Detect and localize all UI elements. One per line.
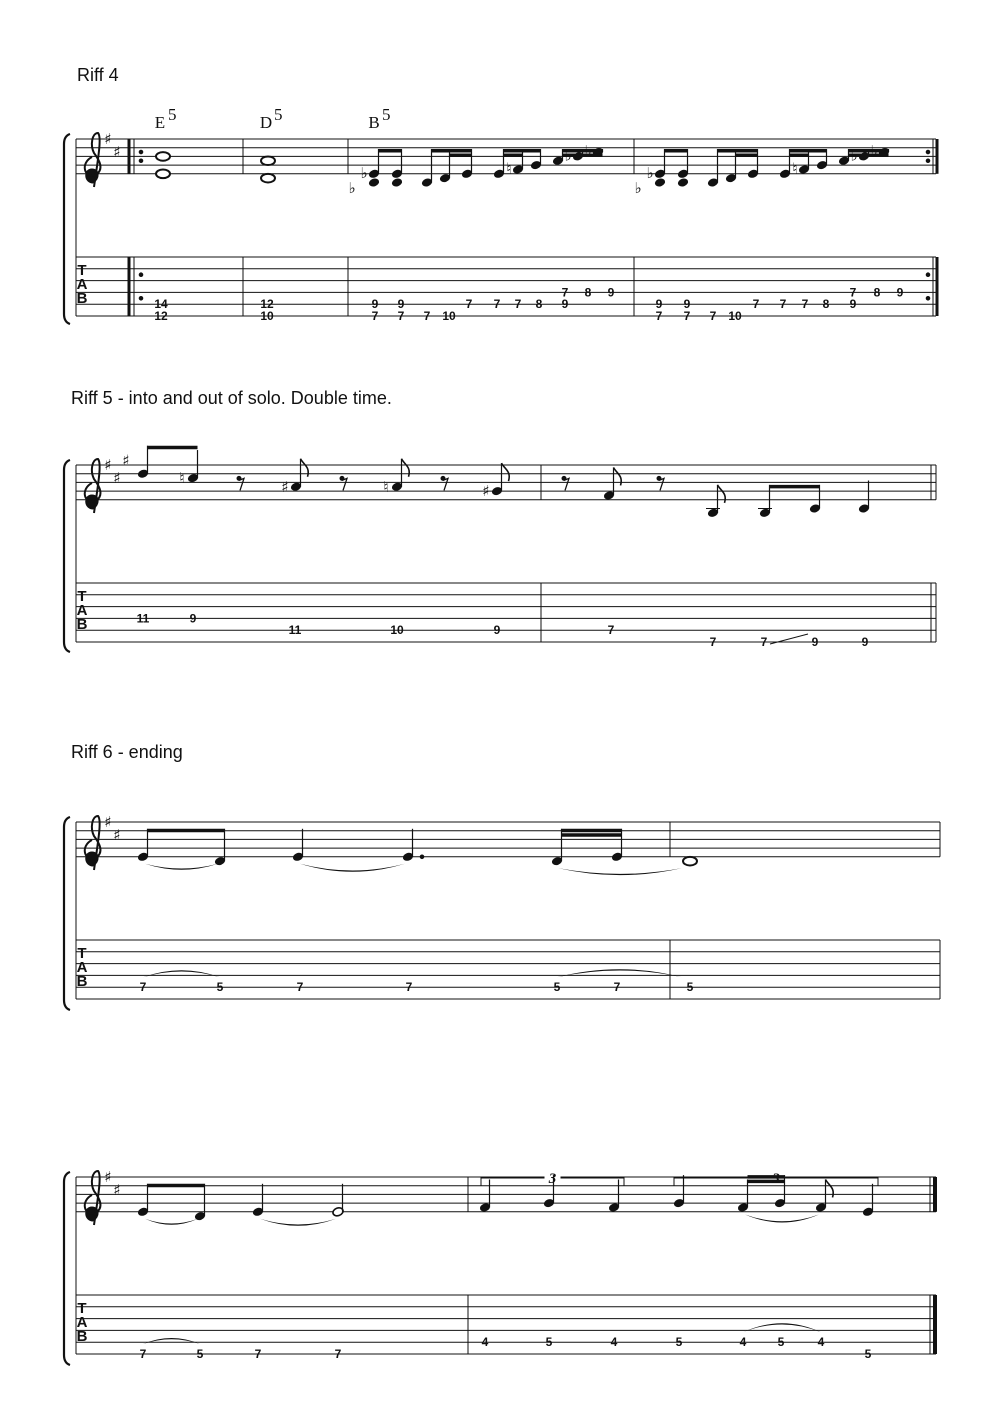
chord-superscript: 5 xyxy=(274,105,283,124)
tab-clef-letter: B xyxy=(76,290,88,307)
tab-fret-number: 7 xyxy=(709,635,717,649)
tab-clef-letter: T xyxy=(77,945,87,962)
tuplet-number: 3 xyxy=(772,1171,780,1187)
tie xyxy=(745,1214,819,1222)
note-beam xyxy=(450,154,472,158)
tab-fret-number: 7 xyxy=(760,635,768,649)
augmentation-dot xyxy=(420,855,424,859)
tab-fret-number: 7 xyxy=(561,285,569,300)
note-beam xyxy=(790,154,809,158)
repeat-dot xyxy=(139,159,143,163)
final-barline xyxy=(933,1295,937,1354)
eighth-rest xyxy=(564,478,569,490)
tab-fret-number: 7 xyxy=(779,297,787,312)
tab-fret-number: 4 xyxy=(610,1335,618,1350)
whole-note xyxy=(261,174,275,183)
flat-icon: ♭ xyxy=(870,142,878,161)
tab-fret-number: 7 xyxy=(607,623,615,638)
tab-fret-number: 5 xyxy=(553,980,561,995)
tab-fret-number: 9 xyxy=(189,611,197,626)
key-signature-sharp-icon: ♯ xyxy=(113,469,121,488)
key-signature-sharp-icon: ♯ xyxy=(104,130,112,148)
key-signature-sharp-icon: ♯ xyxy=(104,1168,112,1186)
system-bracket xyxy=(64,817,70,1010)
tab-fret-number: 7 xyxy=(655,309,663,323)
tab-fret-number: 9 xyxy=(371,297,379,312)
tab-fret-number: 9 xyxy=(561,297,569,312)
eighth-rest xyxy=(239,478,244,490)
tab-fret-number: 7 xyxy=(405,980,413,995)
riff-5-title: Riff 5 - into and out of solo. Double time. xyxy=(71,388,392,408)
tab-fret-number: 7 xyxy=(423,309,431,323)
key-signature-sharp-icon: ♯ xyxy=(113,826,121,845)
tie xyxy=(260,1219,336,1226)
tab-fret-number: 9 xyxy=(655,297,663,312)
eighth-rest xyxy=(659,478,664,490)
note-beam xyxy=(665,149,688,153)
whole-note xyxy=(156,152,170,161)
note-beam xyxy=(770,485,820,489)
chord-superscript: 5 xyxy=(168,105,177,124)
tab-fret-number: 7 xyxy=(613,980,621,995)
note-beam xyxy=(504,154,523,158)
tab-clef-letter: T xyxy=(77,1300,87,1317)
tab-fret-number: 7 xyxy=(752,297,760,312)
accidental-icon: ♮ xyxy=(383,477,389,496)
repeat-dot xyxy=(139,150,143,154)
tab-fret-number: 7 xyxy=(371,309,379,323)
tab-fret-number: 10 xyxy=(390,623,404,638)
key-signature-sharp-icon: ♯ xyxy=(113,143,121,162)
tab-fret-number: 5 xyxy=(686,980,694,995)
note-beam xyxy=(379,149,402,153)
tab-fret-number: 8 xyxy=(822,297,830,312)
tab-fret-number: 10 xyxy=(442,309,456,323)
key-signature-sharp-icon: ♯ xyxy=(122,451,130,470)
tab-fret-number: 5 xyxy=(216,980,224,995)
tab-clef-letter: A xyxy=(76,1314,88,1331)
note-beam xyxy=(718,149,758,153)
system-bracket xyxy=(64,134,70,324)
tab-fret-number: 4 xyxy=(817,1335,825,1350)
tab-fret-number: 5 xyxy=(675,1335,683,1350)
system-bracket xyxy=(64,460,70,652)
key-signature-sharp-icon: ♯ xyxy=(113,1181,121,1200)
riff-6-title: Riff 6 - ending xyxy=(71,742,183,762)
sixteenth-note xyxy=(677,177,689,188)
accidental-icon: ♯ xyxy=(281,477,289,496)
tie xyxy=(558,868,682,875)
chord-symbol: D xyxy=(259,113,273,132)
repeat-dot xyxy=(926,273,930,277)
sixteenth-note xyxy=(654,177,666,188)
tie xyxy=(143,1338,200,1344)
flat-icon: ♭ xyxy=(646,163,654,182)
key-signature-sharp-icon: ♯ xyxy=(104,813,112,831)
note-beam xyxy=(562,833,622,837)
tie xyxy=(145,1219,198,1225)
tab-fret-number: 9 xyxy=(607,285,615,300)
tab-fret-number: 12 xyxy=(154,309,168,323)
note-beam xyxy=(790,149,827,153)
tab-clef-letter: T xyxy=(77,262,87,279)
flat-icon: ♭ xyxy=(584,142,592,161)
tab-clef-letter: B xyxy=(76,973,88,990)
tie xyxy=(143,970,220,977)
tab-fret-number: 11 xyxy=(288,623,302,638)
tab-fret-number: 9 xyxy=(397,297,405,312)
note-beam xyxy=(432,149,472,153)
accidental-icon: ♮ xyxy=(179,469,185,488)
tab-fret-number: 7 xyxy=(514,297,522,312)
tab-fret-number: 7 xyxy=(493,297,501,312)
eighth-rest xyxy=(342,478,347,490)
tab-fret-number: 8 xyxy=(584,285,592,300)
tab-fret-number: 7 xyxy=(465,297,473,312)
note-flag xyxy=(502,463,510,481)
whole-note xyxy=(156,170,170,179)
note-beam xyxy=(148,1184,205,1188)
tab-fret-number: 5 xyxy=(196,1347,204,1361)
chord-symbol: E xyxy=(154,113,166,132)
repeat-dot xyxy=(926,159,930,163)
repeat-dot xyxy=(926,297,930,301)
tab-fret-number: 7 xyxy=(683,309,691,323)
tab-fret-number: 5 xyxy=(545,1335,553,1350)
riff-4-title: Riff 4 xyxy=(77,65,119,85)
whole-note xyxy=(683,857,697,866)
tab-fret-number: 9 xyxy=(896,285,904,300)
tab-fret-number: 9 xyxy=(811,635,819,649)
note-beam xyxy=(562,829,622,833)
tab-fret-number: 12 xyxy=(260,297,274,312)
tie xyxy=(300,864,405,872)
chord-symbol: B xyxy=(368,113,380,132)
key-signature-sharp-icon: ♯ xyxy=(104,456,112,474)
tab-fret-number: 7 xyxy=(334,1347,342,1361)
tab-fret-number: 4 xyxy=(739,1335,747,1350)
whole-note xyxy=(261,156,275,165)
tab-fret-number: 8 xyxy=(535,297,543,312)
note-beam xyxy=(504,149,541,153)
tab-fret-number: 10 xyxy=(728,309,742,323)
tab-fret-number: 7 xyxy=(254,1347,262,1361)
tab-fret-number: 8 xyxy=(873,285,881,300)
note-beam xyxy=(148,829,225,833)
tab-fret-number: 14 xyxy=(154,297,168,312)
tab-fret-number: 4 xyxy=(481,1335,489,1350)
tab-clef-letter: B xyxy=(76,1328,88,1345)
tab-fret-number: 9 xyxy=(849,297,857,312)
tab-fret-number: 5 xyxy=(777,1335,785,1350)
tab-clef-letter: A xyxy=(76,959,88,976)
tab-fret-number: 7 xyxy=(296,980,304,995)
flat-icon: ♭ xyxy=(850,146,858,165)
eighth-rest xyxy=(443,478,448,490)
tab-fret-number: 7 xyxy=(709,309,717,323)
tab-fret-number: 7 xyxy=(397,309,405,323)
sixteenth-note xyxy=(391,177,403,188)
natural-icon: ♮ xyxy=(792,159,798,178)
tab-fret-number: 7 xyxy=(139,980,147,995)
tab-fret-number: 9 xyxy=(683,297,691,312)
note-beam xyxy=(148,446,198,450)
tab-clef-letter: A xyxy=(76,602,88,619)
system-bracket xyxy=(64,1172,70,1365)
repeat-dot xyxy=(926,150,930,154)
tie xyxy=(145,864,218,870)
tab-fret-number: 9 xyxy=(493,623,501,638)
tab-fret-number: 10 xyxy=(260,309,274,323)
tab-fret-number: 5 xyxy=(864,1347,872,1361)
flat-icon: ♭ xyxy=(564,146,572,165)
note-beam xyxy=(736,154,758,158)
tab-fret-number: 7 xyxy=(801,297,809,312)
chord-superscript: 5 xyxy=(382,105,391,124)
tab-clef-letter: A xyxy=(76,276,88,293)
final-barline xyxy=(933,1177,937,1212)
natural-icon: ♮ xyxy=(506,159,512,178)
flat-icon: ♭ xyxy=(360,163,368,182)
tie xyxy=(557,969,682,977)
sixteenth-note xyxy=(368,177,380,188)
tab-fret-number: 11 xyxy=(136,611,150,626)
tab-fret-number: 7 xyxy=(849,285,857,300)
tab-clef-letter: B xyxy=(76,616,88,633)
tab-fret-number: 7 xyxy=(139,1347,147,1361)
tab-fret-number: 9 xyxy=(861,635,869,649)
repeat-dot xyxy=(139,297,143,301)
accidental-icon: ♯ xyxy=(482,482,490,501)
flat-icon: ♭ xyxy=(348,178,356,197)
tab-clef-letter: T xyxy=(77,588,87,605)
flat-icon: ♭ xyxy=(634,178,642,197)
tuplet-number: 3 xyxy=(548,1171,557,1187)
repeat-dot xyxy=(139,273,143,277)
